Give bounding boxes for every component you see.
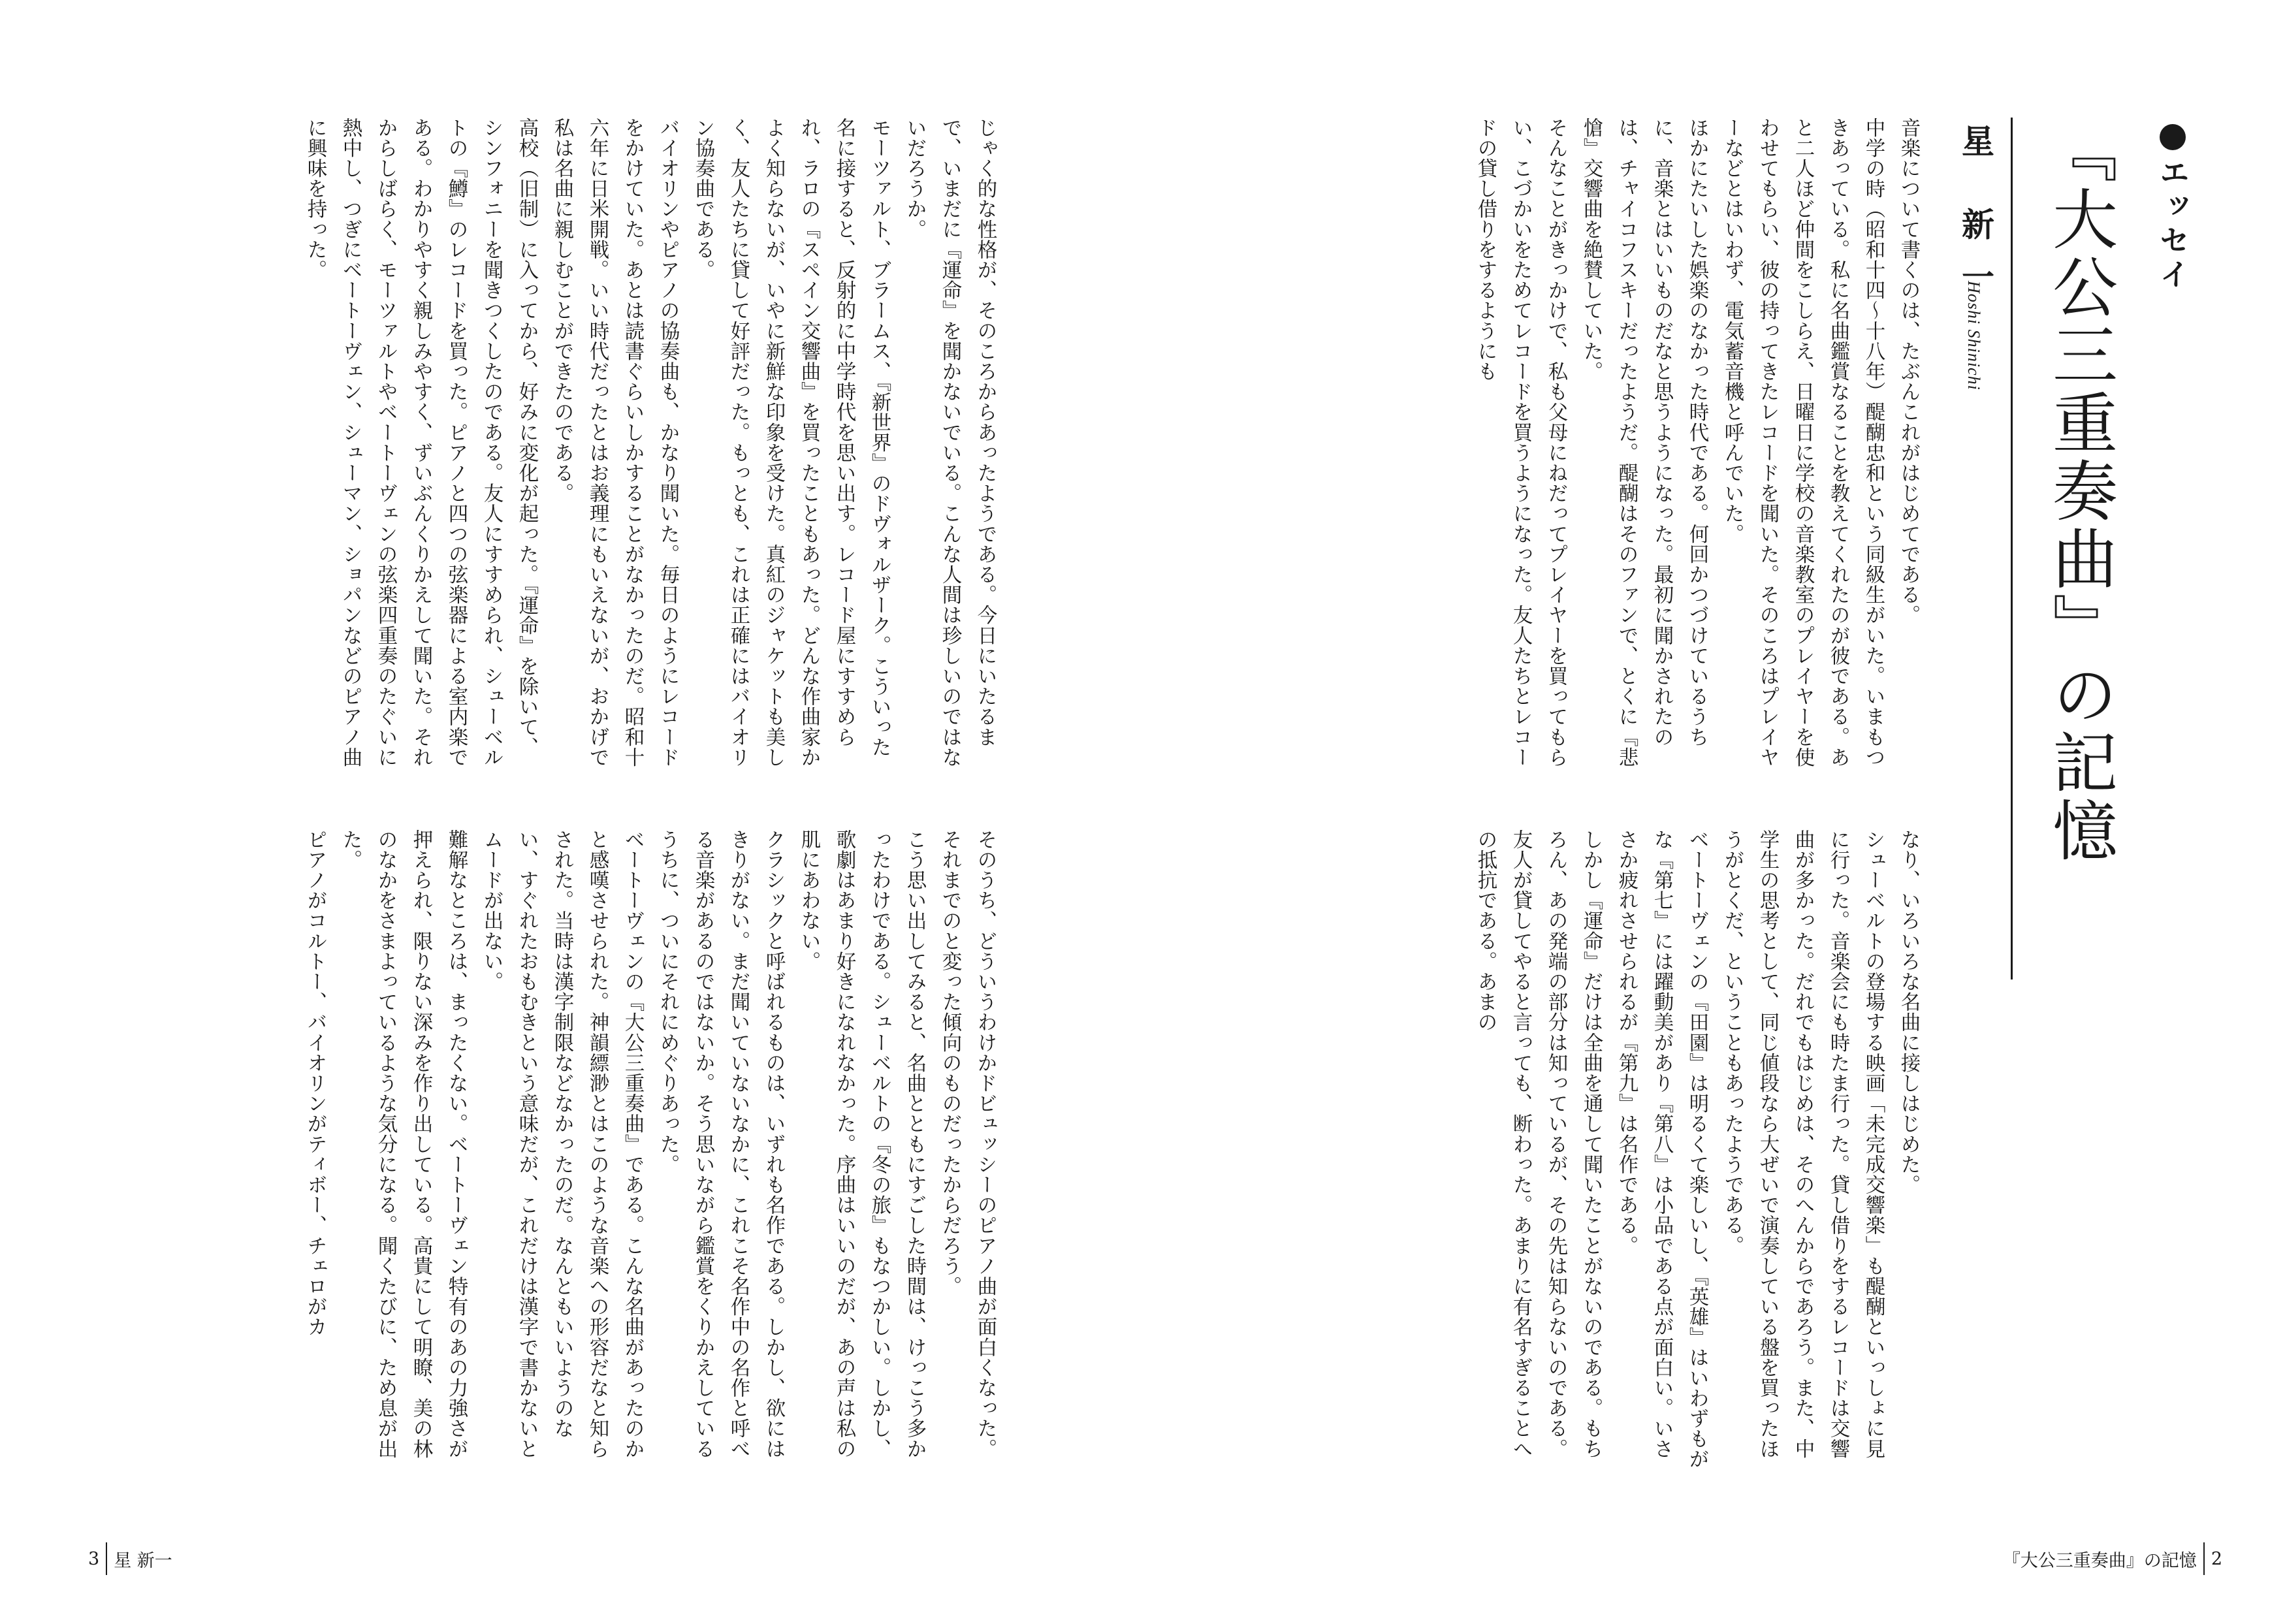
left-body-bottom <box>108 829 1002 1476</box>
folio-bar-divider <box>106 1542 107 1575</box>
paragraph: 中学の時（昭和十四〜十八年）醍醐忠和という同級生がいた。いまもつきあっている。私に名曲鑑賞なることを教えてくれたのが彼である。あと二人ほど仲間をこしらえ、日曜日に学校の音楽教室のプレイヤーを使わせてもらい、彼の持ってきたレコードを聞いた。そのころはプレイヤーなどとはいわず、電気蓄音機と呼んでいた。 <box>1721 118 1885 768</box>
paragraph: 高校（旧制）に入ってから、好みに変化が起った。『運命』を除いて、シンフォニーを聞きつくしたのである。友人にすすめられ、シューベルトの『鱒』のレコードを買った。ピアノと四つの弦楽器による室内楽である。わかりやすく親しみやすく、ずいぶんくりかえして聞いた。それからしばらく、モーツァルトやベートーヴェンの弦楽四重奏のたぐいに熱中し、つぎにベートーヴェン、シューマン、ショパンなどのピアノ曲に興味を持った。 <box>304 118 538 768</box>
paragraph: クラシックと呼ばれるものは、いずれも名作である。しかし、欲にはきりがない。まだ聞いていないなかに、これこそ名作中の名作と呼べる音楽があるのではないか。そう思いながら鑑賞をくりかえしているうちに、ついにそれにめぐりあった。 <box>656 829 785 1459</box>
paragraph: しかし『運命』だけは全曲を通して聞いたことがないのである。もちろん、あの発端の部分は知っているが、その先は知らないのである。友人が貸してやると言っても、断わった。あまりに有名すぎることへの抵抗である。あまの <box>1474 829 1603 1459</box>
bullet-dot-icon <box>2160 124 2186 150</box>
paragraph: ベートーヴェンの『大公三重奏曲』である。こんな名曲があったのかと感嘆させられた。神韻縹渺とはこのような音楽への形容だなと知らされた。当時は漢字制限などなかったのだ。なんともいいようのない、すぐれたおもむきという意味だが、これだけは漢字で書かないとムードが出ない。 <box>480 829 644 1459</box>
folio-right <box>2003 1542 2222 1575</box>
paragraph: ピアノがコルトー、バイオリンがティボー、チェロがカ <box>304 829 327 1337</box>
author-romaji: Hoshi Shinichi <box>1964 281 1983 390</box>
paragraph: 難解なところは、まったくない。ベートーヴェン特有のあの力強さが押えられ、限りない深みを作り出している。高貴にして明瞭、美の林のなかをさまよっているような気分になる。聞くたびに、ため息が出た。 <box>339 829 468 1459</box>
right-body-top <box>1273 118 1926 777</box>
left-body-top <box>108 118 1002 777</box>
essay-title: 『大公三重奏曲』の記憶 <box>2041 118 2118 865</box>
folio-bar-divider <box>2203 1542 2205 1575</box>
paragraph: こう思い出してみると、名曲とともにすごした時間は、けっこう多かったわけである。シューベルトの『冬の旅』もなつかしい。しかし、歌劇はあまり好きになれなかった。序曲はいいのだが、あの声は私の肌にあわない。 <box>797 829 926 1459</box>
paragraph: じゃく的な性格が、そのころからあったようである。今日にいたるまで、いまだに『運命』を聞かないでいる。こんな人間は珍しいのではないだろうか。 <box>903 118 997 768</box>
folio-left <box>88 1542 172 1575</box>
folio-author: 星 新一 <box>114 1550 172 1571</box>
right-body-bottom <box>1273 829 1926 1476</box>
left-page <box>0 0 1142 1624</box>
title-rule-divider <box>2011 118 2013 979</box>
right-page <box>1142 0 2285 1624</box>
paragraph: シューベルトの登場する映画「未完成交響楽」も醍醐といっしょに見に行った。音楽会にも時たま行った。貸し借りをするレコードは交響曲が多かった。だれでもはじめは、そのへんからであろう。また、中学生の思考として、同じ値段なら大ぜいで演奏している盤を買ったほうがとくだ、ということもあったようである。 <box>1721 829 1885 1459</box>
paragraph: 音楽について書くのは、たぶんこれがはじめてである。 <box>1897 118 1920 626</box>
folio-title: 『大公三重奏曲』の記憶 <box>2002 1550 2197 1571</box>
paragraph: モーツァルト、ブラームス、『新世界』のドヴォルザーク。こういった名に接すると、反射的に中学時代を思い出す。レコード屋にすすめられ、ラロの『スペイン交響曲』を買ったこともあった。どんな作曲家かよく知らないが、いやに新鮮な印象を受けた。真紅のジャケットも美しく、友人たちに貸して好評だった。もっとも、これは正確にはバイオリン協奏曲である。 <box>692 118 891 768</box>
page-number: 3 <box>88 1548 100 1569</box>
paragraph: ほかにたいした娯楽のなかった時代である。何回かつづけているうちに、音楽とはいいものだなと思うようになった。最初に聞かされたのは、チャイコフスキーだったようだ。醍醐はそのファンで、とくに『悲愴』交響曲を絶賛していた。 <box>1580 118 1708 768</box>
section-label-text: エッセイ <box>2155 157 2190 293</box>
author-name: 星 新一 <box>1957 124 1995 312</box>
section-label <box>2151 124 2194 293</box>
paragraph: そのうち、どういうわけかドビュッシーのピアノ曲が面白くなった。それまでのと変った傾向のものだったからだろう。 <box>938 829 997 1459</box>
paragraph: そんなことがきっかけで、私も父母にねだってプレイヤーを買ってもらい、こづかいをためてレコードを買うようになった。友人たちとレコードの貸し借りをするようにも <box>1474 118 1567 768</box>
paragraph: なり、いろいろな名曲に接しはじめた。 <box>1897 829 1920 1195</box>
page-number: 2 <box>2211 1548 2222 1569</box>
paragraph: バイオリンやピアノの協奏曲も、かなり聞いた。毎日のようにレコードをかけていた。あとは読書ぐらいしかすることがなかったのだ。昭和十六年に日米開戦。いい時代だったとはお義理にもいえないが、おかげで私は名曲に親しむことができたのである。 <box>551 118 679 768</box>
paragraph: ベートーヴェンの『田園』は明るくて楽しいし、『英雄』はいわずもがな『第七』には躍動美があり『第八』は小品である点が面白い。いささか疲れさせられるが『第九』は名作である。 <box>1615 829 1708 1469</box>
